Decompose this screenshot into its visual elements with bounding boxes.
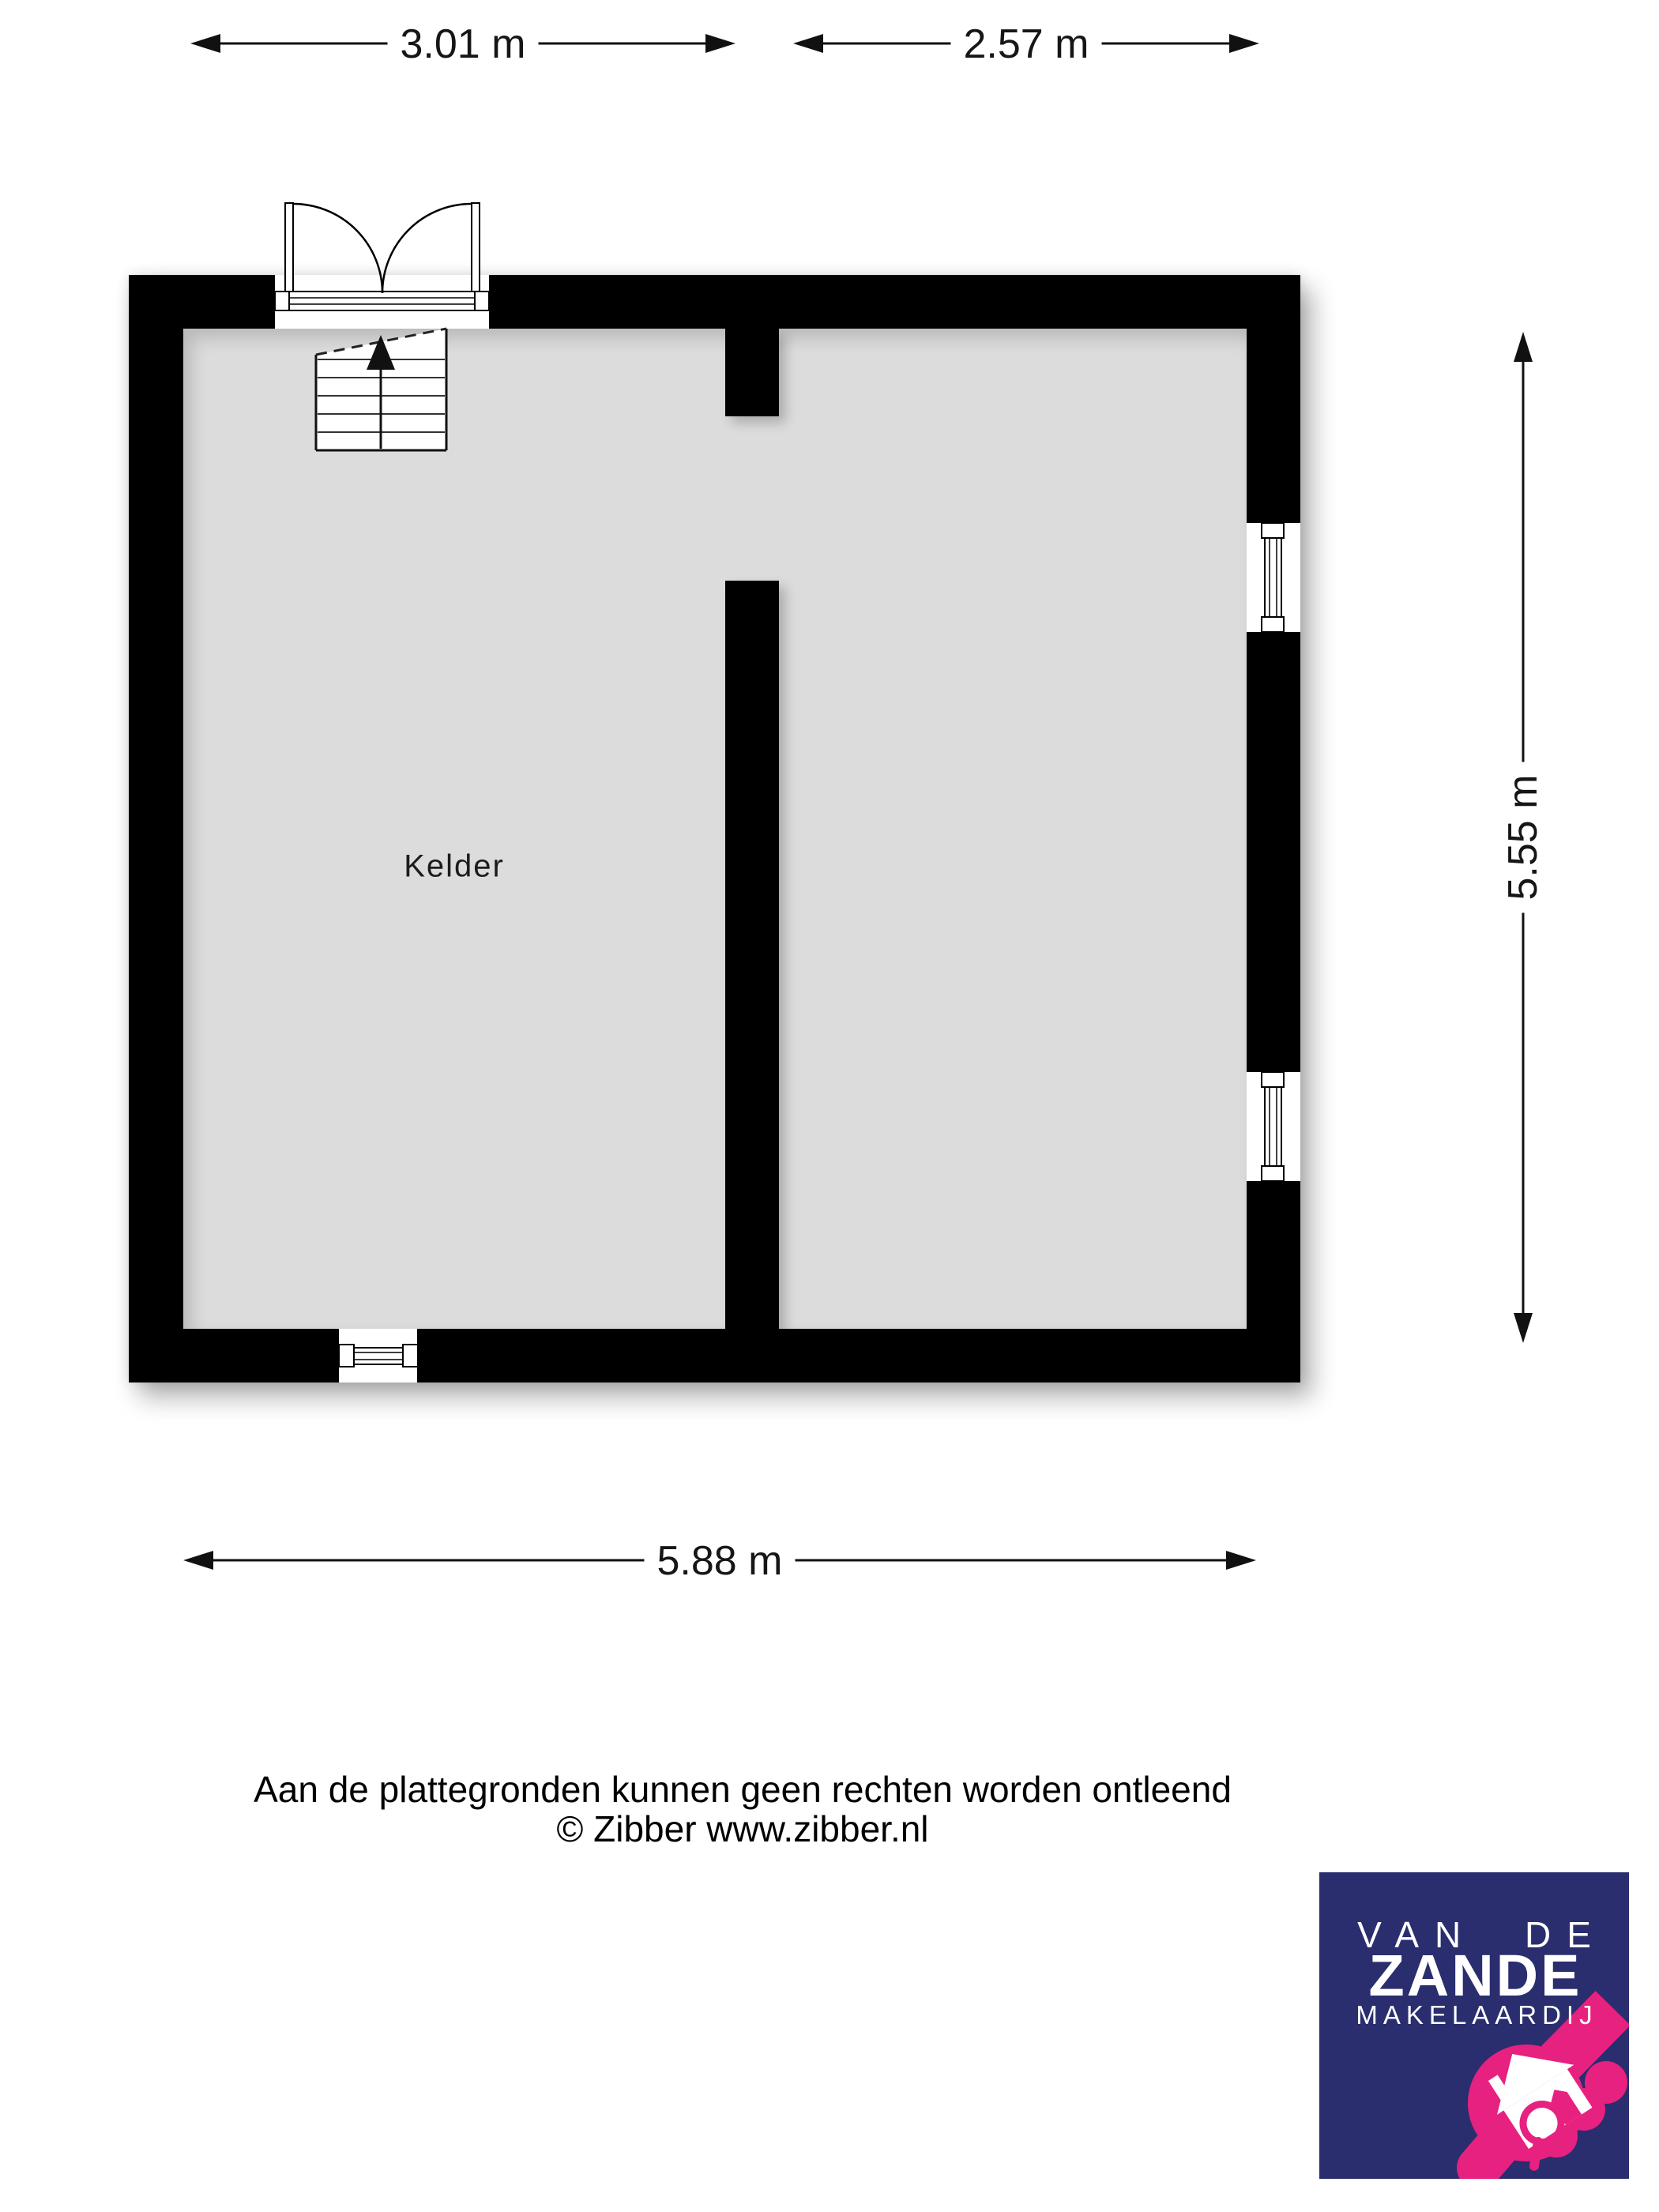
room-label-kelder: Kelder	[404, 848, 505, 884]
logo-text-makelaardij: MAKELAARDIJ	[1356, 2000, 1598, 2030]
window-right-2-icon	[1262, 1072, 1284, 1181]
disclaimer-line2: © Zibber www.zibber.nl	[556, 1808, 929, 1849]
staircase-icon	[316, 329, 446, 450]
disclaimer-line1: Aan de plattegronden kunnen geen rechten worden ontleend	[254, 1769, 1232, 1810]
van-de-zande-logo	[1319, 1872, 1629, 2179]
logo-text-van-de: VAN DE	[1357, 1914, 1607, 1955]
dim-label-top-left: 3.01 m	[388, 19, 539, 70]
dim-label-bottom: 5.88 m	[645, 1536, 796, 1586]
dim-label-right: 5.55 m	[1498, 762, 1548, 913]
double-door-icon	[275, 203, 489, 310]
disclaimer-text	[254, 1770, 1232, 1849]
logo-text-zande: ZANDE	[1368, 1943, 1582, 2008]
window-right-1-icon	[1262, 523, 1284, 632]
window-bottom-icon	[339, 1345, 418, 1367]
dim-label-top-right: 2.57 m	[951, 19, 1102, 70]
